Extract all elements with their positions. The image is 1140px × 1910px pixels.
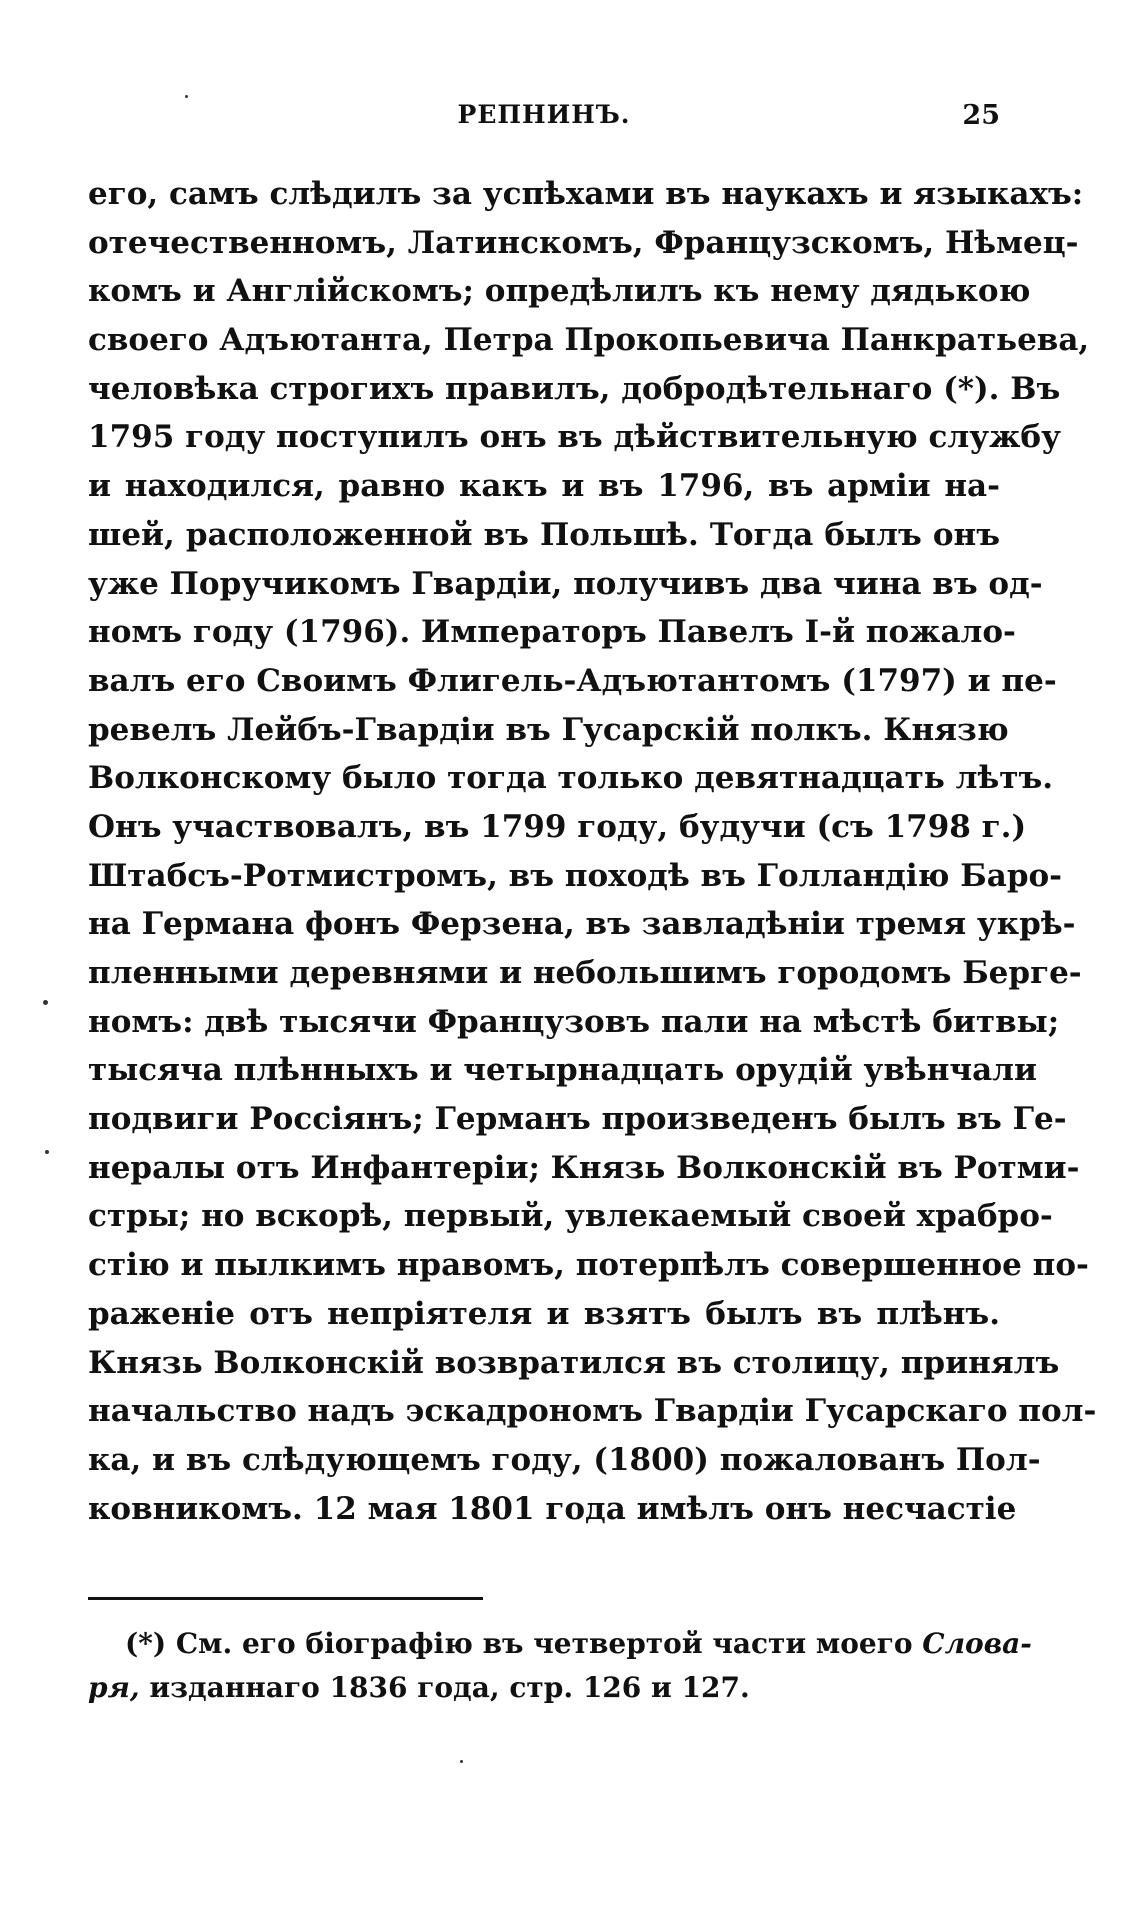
text-line: подвиги Россіянъ; Германъ произведенъ былъ въ Ге-	[88, 1101, 1067, 1138]
footnote	[88, 1622, 1032, 1710]
scan-speck	[460, 1760, 463, 1763]
text-line: пленными деревнями и небольшимъ городомъ Берге-	[88, 955, 1082, 991]
footnote-text: См. его біографію въ четвертой части моего	[175, 1627, 913, 1660]
footnote-text: изданнаго 1836 года, стр. 126 и 127.	[139, 1671, 750, 1704]
footnote-line	[88, 1622, 1032, 1666]
footnote-line	[88, 1666, 1000, 1710]
page-number: 25	[962, 100, 1000, 131]
scan-speck	[43, 1000, 48, 1005]
text-line: комъ и Англійскомъ; опредѣлилъ къ нему дядькою	[88, 273, 1031, 310]
footnote-rule	[88, 1597, 483, 1600]
footnote-marker: (*)	[125, 1627, 167, 1660]
text-line: ревелъ Лейбъ-Гвардіи въ Гусарскій полкъ. Князю	[88, 711, 1009, 748]
text-line: отечественномъ, Латинскомъ, Французскомъ, Нѣмец-	[88, 224, 1079, 261]
running-head	[88, 100, 1000, 140]
text-line: человѣка строгихъ правилъ, добродѣтельнаго (*). Въ	[88, 370, 1061, 407]
scan-speck	[45, 1150, 49, 1154]
text-line: своего Адъютанта, Петра Прокопьевича Панкратьева,	[88, 322, 1090, 359]
text-line: тысяча плѣнныхъ и четырнадцать орудій увѣнчали	[88, 1052, 1038, 1089]
text-line: стію и пылкимъ нравомъ, потерпѣлъ совершенное по-	[88, 1247, 1089, 1284]
text-line: валъ его Своимъ Флигель-Адъютантомъ (1797) и пе-	[88, 662, 1057, 699]
text-line: Штабсъ-Ротмистромъ, въ походѣ въ Голландію Баро-	[88, 857, 1063, 894]
footnote-italic-title-end: ря,	[88, 1671, 140, 1704]
text-line: Онъ участвовалъ, въ 1799 году, будучи (съ 1798 г.)	[88, 808, 1027, 845]
text-line: ковникомъ. 12 мая 1801 года имѣлъ онъ несчастіе	[88, 1490, 1017, 1527]
text-line: номъ году (1796). Императоръ Павелъ I-й пожало-	[88, 614, 1016, 651]
footnote-italic-title: Слова-	[922, 1627, 1032, 1660]
text-line: раженіе отъ непріятеля и взятъ былъ въ плѣнъ.	[88, 1295, 1000, 1332]
text-line: нералы отъ Инфантеріи; Князь Волконскій въ Ротми-	[88, 1149, 1080, 1186]
text-line: ка, и въ слѣдующемъ году, (1800) пожалованъ Пол-	[88, 1441, 1041, 1478]
running-title: РЕПНИНЪ.	[457, 100, 631, 129]
body-text	[88, 170, 1097, 1533]
text-line: стры; но вскорѣ, первый, увлекаемый своей храбро-	[88, 1198, 1053, 1235]
text-line: шей, расположенной въ Польшѣ. Тогда былъ онъ	[88, 516, 1000, 553]
text-line: Волконскому было тогда только девятнадцать лѣтъ.	[88, 760, 1054, 797]
text-line: Князь Волконскій возвратился въ столицу, принялъ	[88, 1344, 1060, 1381]
text-line: и находился, равно какъ и въ 1796, въ арміи на-	[88, 468, 1000, 505]
text-line: начальство надъ эскадрономъ Гвардіи Гусарскаго пол-	[88, 1393, 1097, 1430]
text-line: его, самъ слѣдилъ за успѣхами въ наукахъ и языкахъ:	[88, 176, 1084, 212]
text-line: уже Поручикомъ Гвардіи, получивъ два чина въ од-	[88, 565, 1043, 602]
text-line: на Германа фонъ Ферзена, въ завладѣніи тремя укрѣ-	[88, 906, 1076, 943]
scan-speck	[185, 95, 188, 98]
text-line: 1795 году поступилъ онъ въ дѣйствительную службу	[88, 419, 1061, 456]
text-line: номъ: двѣ тысячи Французовъ пали на мѣстѣ битвы;	[88, 1003, 1060, 1040]
